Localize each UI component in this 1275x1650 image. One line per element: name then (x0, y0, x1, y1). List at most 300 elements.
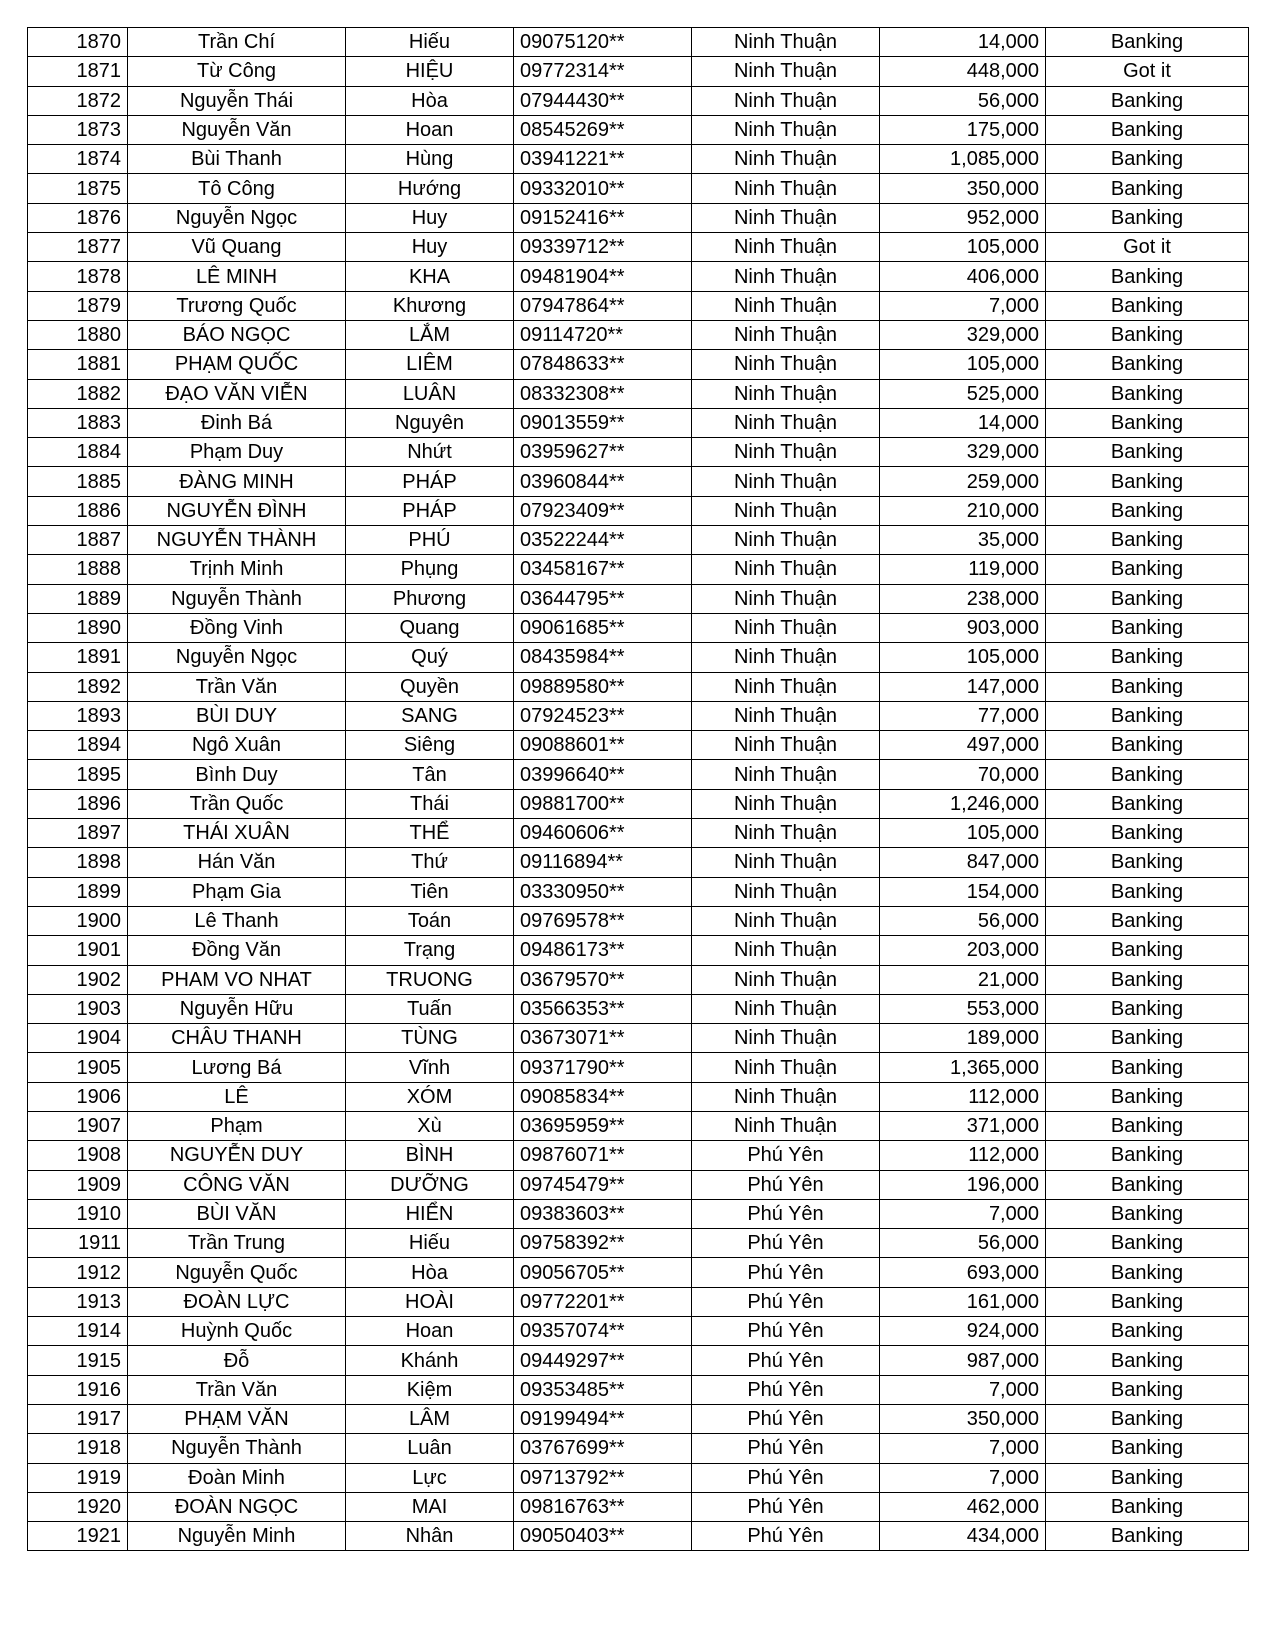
province-cell: Ninh Thuận (692, 965, 880, 994)
table-row (28, 701, 1249, 730)
status-cell: Banking (1046, 86, 1249, 115)
row-number: 1917 (28, 1404, 128, 1433)
phone-cell: 09481904** (514, 262, 692, 291)
phone-cell: 09371790** (514, 1053, 692, 1082)
row-number: 1888 (28, 555, 128, 584)
province-cell: Ninh Thuận (692, 320, 880, 349)
table-row (28, 555, 1249, 584)
last-name-cell: Đồng Vinh (128, 613, 346, 642)
last-name-cell: Nguyễn Hữu (128, 994, 346, 1023)
province-cell: Ninh Thuận (692, 789, 880, 818)
province-cell: Ninh Thuận (692, 936, 880, 965)
amount-cell: 56,000 (880, 906, 1046, 935)
row-number: 1896 (28, 789, 128, 818)
row-number: 1872 (28, 86, 128, 115)
province-cell: Ninh Thuận (692, 408, 880, 437)
first-name-cell: Thái (346, 789, 514, 818)
phone-cell: 09889580** (514, 672, 692, 701)
status-cell: Banking (1046, 379, 1249, 408)
last-name-cell: Bùi Thanh (128, 145, 346, 174)
phone-cell: 09152416** (514, 203, 692, 232)
status-cell: Banking (1046, 877, 1249, 906)
table-row (28, 1492, 1249, 1521)
row-number: 1921 (28, 1522, 128, 1551)
status-cell: Banking (1046, 965, 1249, 994)
table-row (28, 643, 1249, 672)
status-cell: Banking (1046, 115, 1249, 144)
amount-cell: 175,000 (880, 115, 1046, 144)
province-cell: Ninh Thuận (692, 555, 880, 584)
table-row (28, 965, 1249, 994)
last-name-cell: PHAM VO NHAT (128, 965, 346, 994)
first-name-cell: PHÁP (346, 496, 514, 525)
last-name-cell: NGUYỄN ĐÌNH (128, 496, 346, 525)
status-cell: Banking (1046, 789, 1249, 818)
phone-cell: 03644795** (514, 584, 692, 613)
table-row (28, 526, 1249, 555)
province-cell: Phú Yên (692, 1170, 880, 1199)
table-row (28, 1375, 1249, 1404)
first-name-cell: MAI (346, 1492, 514, 1521)
phone-cell: 09881700** (514, 789, 692, 818)
phone-cell: 09013559** (514, 408, 692, 437)
first-name-cell: Thứ (346, 848, 514, 877)
status-cell: Banking (1046, 1522, 1249, 1551)
last-name-cell: Nguyễn Thái (128, 86, 346, 115)
last-name-cell: PHẠM QUỐC (128, 350, 346, 379)
last-name-cell: Nguyễn Ngọc (128, 203, 346, 232)
province-cell: Ninh Thuận (692, 86, 880, 115)
table-row (28, 1111, 1249, 1140)
table-row (28, 1229, 1249, 1258)
phone-cell: 09772314** (514, 57, 692, 86)
table-row (28, 1463, 1249, 1492)
first-name-cell: Quý (346, 643, 514, 672)
last-name-cell: BÙI VĂN (128, 1199, 346, 1228)
table-row (28, 350, 1249, 379)
amount-cell: 189,000 (880, 1024, 1046, 1053)
status-cell: Banking (1046, 1199, 1249, 1228)
phone-cell: 09758392** (514, 1229, 692, 1258)
last-name-cell: CHÂU THANH (128, 1024, 346, 1053)
first-name-cell: Quang (346, 613, 514, 642)
row-number: 1909 (28, 1170, 128, 1199)
table-row (28, 1346, 1249, 1375)
amount-cell: 952,000 (880, 203, 1046, 232)
status-cell: Banking (1046, 1287, 1249, 1316)
first-name-cell: Toán (346, 906, 514, 935)
province-cell: Ninh Thuận (692, 1053, 880, 1082)
last-name-cell: Đinh Bá (128, 408, 346, 437)
status-cell: Banking (1046, 1141, 1249, 1170)
table-row (28, 1404, 1249, 1433)
last-name-cell: Đồng Văn (128, 936, 346, 965)
phone-cell: 09199494** (514, 1404, 692, 1433)
last-name-cell: LÊ (128, 1082, 346, 1111)
last-name-cell: Nguyễn Văn (128, 115, 346, 144)
province-cell: Phú Yên (692, 1404, 880, 1433)
row-number: 1892 (28, 672, 128, 701)
first-name-cell: LIÊM (346, 350, 514, 379)
row-number: 1912 (28, 1258, 128, 1287)
status-cell: Banking (1046, 1111, 1249, 1140)
amount-cell: 119,000 (880, 555, 1046, 584)
phone-cell: 07848633** (514, 350, 692, 379)
table-row (28, 819, 1249, 848)
first-name-cell: Siêng (346, 731, 514, 760)
status-cell: Banking (1046, 906, 1249, 935)
first-name-cell: Xù (346, 1111, 514, 1140)
status-cell: Banking (1046, 350, 1249, 379)
status-cell: Banking (1046, 1375, 1249, 1404)
first-name-cell: Huy (346, 203, 514, 232)
phone-cell: 03458167** (514, 555, 692, 584)
amount-cell: 7,000 (880, 1199, 1046, 1228)
amount-cell: 196,000 (880, 1170, 1046, 1199)
phone-cell: 07923409** (514, 496, 692, 525)
table-row (28, 994, 1249, 1023)
table-row (28, 584, 1249, 613)
table-row (28, 789, 1249, 818)
row-number: 1898 (28, 848, 128, 877)
province-cell: Ninh Thuận (692, 731, 880, 760)
province-cell: Ninh Thuận (692, 1024, 880, 1053)
row-number: 1918 (28, 1434, 128, 1463)
first-name-cell: Khánh (346, 1346, 514, 1375)
amount-cell: 56,000 (880, 86, 1046, 115)
last-name-cell: Trần Chí (128, 28, 346, 57)
first-name-cell: Tân (346, 760, 514, 789)
row-number: 1883 (28, 408, 128, 437)
first-name-cell: Hoan (346, 115, 514, 144)
first-name-cell: LUÂN (346, 379, 514, 408)
status-cell: Banking (1046, 1082, 1249, 1111)
amount-cell: 7,000 (880, 291, 1046, 320)
table-row (28, 1199, 1249, 1228)
table-row (28, 936, 1249, 965)
row-number: 1877 (28, 233, 128, 262)
last-name-cell: Phạm Duy (128, 438, 346, 467)
status-cell: Banking (1046, 1053, 1249, 1082)
row-number: 1882 (28, 379, 128, 408)
row-number: 1904 (28, 1024, 128, 1053)
status-cell: Banking (1046, 467, 1249, 496)
table-row (28, 438, 1249, 467)
amount-cell: 105,000 (880, 350, 1046, 379)
first-name-cell: Nhân (346, 1522, 514, 1551)
province-cell: Ninh Thuận (692, 379, 880, 408)
row-number: 1874 (28, 145, 128, 174)
amount-cell: 350,000 (880, 1404, 1046, 1433)
province-cell: Ninh Thuận (692, 115, 880, 144)
province-cell: Phú Yên (692, 1522, 880, 1551)
table-row (28, 731, 1249, 760)
last-name-cell: Nguyễn Minh (128, 1522, 346, 1551)
first-name-cell: TÙNG (346, 1024, 514, 1053)
status-cell: Banking (1046, 613, 1249, 642)
row-number: 1894 (28, 731, 128, 760)
last-name-cell: Trần Quốc (128, 789, 346, 818)
province-cell: Phú Yên (692, 1434, 880, 1463)
amount-cell: 70,000 (880, 760, 1046, 789)
amount-cell: 105,000 (880, 819, 1046, 848)
row-number: 1901 (28, 936, 128, 965)
status-cell: Got it (1046, 57, 1249, 86)
first-name-cell: LÂM (346, 1404, 514, 1433)
first-name-cell: Hiếu (346, 1229, 514, 1258)
amount-cell: 987,000 (880, 1346, 1046, 1375)
table-row (28, 613, 1249, 642)
phone-cell: 09116894** (514, 848, 692, 877)
first-name-cell: Tuấn (346, 994, 514, 1023)
status-cell: Banking (1046, 1229, 1249, 1258)
row-number: 1907 (28, 1111, 128, 1140)
status-cell: Banking (1046, 526, 1249, 555)
last-name-cell: Trần Văn (128, 1375, 346, 1404)
last-name-cell: THÁI XUÂN (128, 819, 346, 848)
phone-cell: 09075120** (514, 28, 692, 57)
first-name-cell: THỂ (346, 819, 514, 848)
phone-cell: 03330950** (514, 877, 692, 906)
amount-cell: 434,000 (880, 1522, 1046, 1551)
amount-cell: 14,000 (880, 28, 1046, 57)
status-cell: Banking (1046, 643, 1249, 672)
phone-cell: 09713792** (514, 1463, 692, 1492)
status-cell: Banking (1046, 848, 1249, 877)
amount-cell: 7,000 (880, 1463, 1046, 1492)
status-cell: Banking (1046, 174, 1249, 203)
first-name-cell: Kiệm (346, 1375, 514, 1404)
status-cell: Banking (1046, 320, 1249, 349)
phone-cell: 03566353** (514, 994, 692, 1023)
status-cell: Banking (1046, 819, 1249, 848)
status-cell: Banking (1046, 1463, 1249, 1492)
table-row (28, 1141, 1249, 1170)
last-name-cell: LÊ MINH (128, 262, 346, 291)
status-cell: Banking (1046, 1346, 1249, 1375)
province-cell: Ninh Thuận (692, 643, 880, 672)
amount-cell: 21,000 (880, 965, 1046, 994)
first-name-cell: Tiên (346, 877, 514, 906)
row-number: 1893 (28, 701, 128, 730)
table-row (28, 496, 1249, 525)
table-row (28, 28, 1249, 57)
status-cell: Banking (1046, 262, 1249, 291)
last-name-cell: Trịnh Minh (128, 555, 346, 584)
amount-cell: 238,000 (880, 584, 1046, 613)
row-number: 1878 (28, 262, 128, 291)
first-name-cell: Khương (346, 291, 514, 320)
status-cell: Banking (1046, 584, 1249, 613)
first-name-cell: Hùng (346, 145, 514, 174)
status-cell: Banking (1046, 731, 1249, 760)
last-name-cell: Vũ Quang (128, 233, 346, 262)
row-number: 1886 (28, 496, 128, 525)
table-row (28, 1522, 1249, 1551)
status-cell: Banking (1046, 994, 1249, 1023)
row-number: 1910 (28, 1199, 128, 1228)
province-cell: Phú Yên (692, 1375, 880, 1404)
amount-cell: 924,000 (880, 1317, 1046, 1346)
row-number: 1916 (28, 1375, 128, 1404)
province-cell: Ninh Thuận (692, 467, 880, 496)
amount-cell: 448,000 (880, 57, 1046, 86)
amount-cell: 7,000 (880, 1375, 1046, 1404)
first-name-cell: HIỆU (346, 57, 514, 86)
row-number: 1902 (28, 965, 128, 994)
amount-cell: 210,000 (880, 496, 1046, 525)
status-cell: Got it (1046, 233, 1249, 262)
last-name-cell: Trần Văn (128, 672, 346, 701)
phone-cell: 09050403** (514, 1522, 692, 1551)
status-cell: Banking (1046, 760, 1249, 789)
phone-cell: 03673071** (514, 1024, 692, 1053)
amount-cell: 147,000 (880, 672, 1046, 701)
row-number: 1906 (28, 1082, 128, 1111)
status-cell: Banking (1046, 701, 1249, 730)
status-cell: Banking (1046, 408, 1249, 437)
status-cell: Banking (1046, 28, 1249, 57)
amount-cell: 329,000 (880, 438, 1046, 467)
province-cell: Ninh Thuận (692, 760, 880, 789)
province-cell: Ninh Thuận (692, 1111, 880, 1140)
province-cell: Ninh Thuận (692, 819, 880, 848)
first-name-cell: Hướng (346, 174, 514, 203)
phone-cell: 09745479** (514, 1170, 692, 1199)
last-name-cell: Hán Văn (128, 848, 346, 877)
table-row (28, 320, 1249, 349)
row-number: 1911 (28, 1229, 128, 1258)
amount-cell: 7,000 (880, 1434, 1046, 1463)
phone-cell: 08332308** (514, 379, 692, 408)
province-cell: Ninh Thuận (692, 526, 880, 555)
table-row (28, 1024, 1249, 1053)
table-row (28, 467, 1249, 496)
last-name-cell: CÔNG VĂN (128, 1170, 346, 1199)
amount-cell: 112,000 (880, 1082, 1046, 1111)
row-number: 1890 (28, 613, 128, 642)
phone-cell: 03767699** (514, 1434, 692, 1463)
first-name-cell: Vĩnh (346, 1053, 514, 1082)
row-number: 1881 (28, 350, 128, 379)
status-cell: Banking (1046, 936, 1249, 965)
first-name-cell: Quyền (346, 672, 514, 701)
row-number: 1905 (28, 1053, 128, 1082)
province-cell: Phú Yên (692, 1199, 880, 1228)
province-cell: Phú Yên (692, 1346, 880, 1375)
first-name-cell: Lực (346, 1463, 514, 1492)
phone-cell: 03941221** (514, 145, 692, 174)
row-number: 1870 (28, 28, 128, 57)
table-row (28, 672, 1249, 701)
first-name-cell: Hiếu (346, 28, 514, 57)
last-name-cell: Huỳnh Quốc (128, 1317, 346, 1346)
first-name-cell: Trạng (346, 936, 514, 965)
last-name-cell: Từ Công (128, 57, 346, 86)
status-cell: Banking (1046, 438, 1249, 467)
last-name-cell: Lê Thanh (128, 906, 346, 935)
phone-cell: 03996640** (514, 760, 692, 789)
amount-cell: 903,000 (880, 613, 1046, 642)
province-cell: Ninh Thuận (692, 1082, 880, 1111)
last-name-cell: Phạm Gia (128, 877, 346, 906)
last-name-cell: Ngô Xuân (128, 731, 346, 760)
table-row (28, 1053, 1249, 1082)
first-name-cell: Phụng (346, 555, 514, 584)
province-cell: Phú Yên (692, 1141, 880, 1170)
last-name-cell: Lương Bá (128, 1053, 346, 1082)
table-row (28, 379, 1249, 408)
amount-cell: 1,246,000 (880, 789, 1046, 818)
table-row (28, 57, 1249, 86)
phone-cell: 03959627** (514, 438, 692, 467)
last-name-cell: PHẠM VĂN (128, 1404, 346, 1433)
first-name-cell: Hòa (346, 86, 514, 115)
table-row (28, 1258, 1249, 1287)
row-number: 1891 (28, 643, 128, 672)
province-cell: Phú Yên (692, 1229, 880, 1258)
last-name-cell: ĐOÀN LỰC (128, 1287, 346, 1316)
first-name-cell: Phương (346, 584, 514, 613)
first-name-cell: Luân (346, 1434, 514, 1463)
amount-cell: 329,000 (880, 320, 1046, 349)
table-row (28, 174, 1249, 203)
row-number: 1885 (28, 467, 128, 496)
phone-cell: 07924523** (514, 701, 692, 730)
amount-cell: 406,000 (880, 262, 1046, 291)
province-cell: Ninh Thuận (692, 906, 880, 935)
row-number: 1889 (28, 584, 128, 613)
status-cell: Banking (1046, 1404, 1249, 1433)
province-cell: Ninh Thuận (692, 994, 880, 1023)
amount-cell: 56,000 (880, 1229, 1046, 1258)
amount-cell: 525,000 (880, 379, 1046, 408)
phone-cell: 09383603** (514, 1199, 692, 1228)
province-cell: Ninh Thuận (692, 701, 880, 730)
province-cell: Phú Yên (692, 1287, 880, 1316)
amount-cell: 1,365,000 (880, 1053, 1046, 1082)
phone-cell: 09332010** (514, 174, 692, 203)
last-name-cell: ĐẠO VĂN VIỄN (128, 379, 346, 408)
last-name-cell: Đỗ (128, 1346, 346, 1375)
row-number: 1871 (28, 57, 128, 86)
amount-cell: 112,000 (880, 1141, 1046, 1170)
first-name-cell: Hòa (346, 1258, 514, 1287)
row-number: 1873 (28, 115, 128, 144)
phone-cell: 08545269** (514, 115, 692, 144)
payment-list-sheet (27, 27, 1248, 1551)
first-name-cell: PHÚ (346, 526, 514, 555)
phone-cell: 09460606** (514, 819, 692, 848)
row-number: 1914 (28, 1317, 128, 1346)
province-cell: Ninh Thuận (692, 262, 880, 291)
province-cell: Phú Yên (692, 1463, 880, 1492)
amount-cell: 77,000 (880, 701, 1046, 730)
status-cell: Banking (1046, 203, 1249, 232)
table-row (28, 233, 1249, 262)
table-row (28, 848, 1249, 877)
row-number: 1895 (28, 760, 128, 789)
last-name-cell: Phạm (128, 1111, 346, 1140)
province-cell: Phú Yên (692, 1317, 880, 1346)
payment-table (27, 27, 1249, 1551)
amount-cell: 847,000 (880, 848, 1046, 877)
province-cell: Ninh Thuận (692, 496, 880, 525)
first-name-cell: KHA (346, 262, 514, 291)
row-number: 1915 (28, 1346, 128, 1375)
amount-cell: 1,085,000 (880, 145, 1046, 174)
amount-cell: 14,000 (880, 408, 1046, 437)
